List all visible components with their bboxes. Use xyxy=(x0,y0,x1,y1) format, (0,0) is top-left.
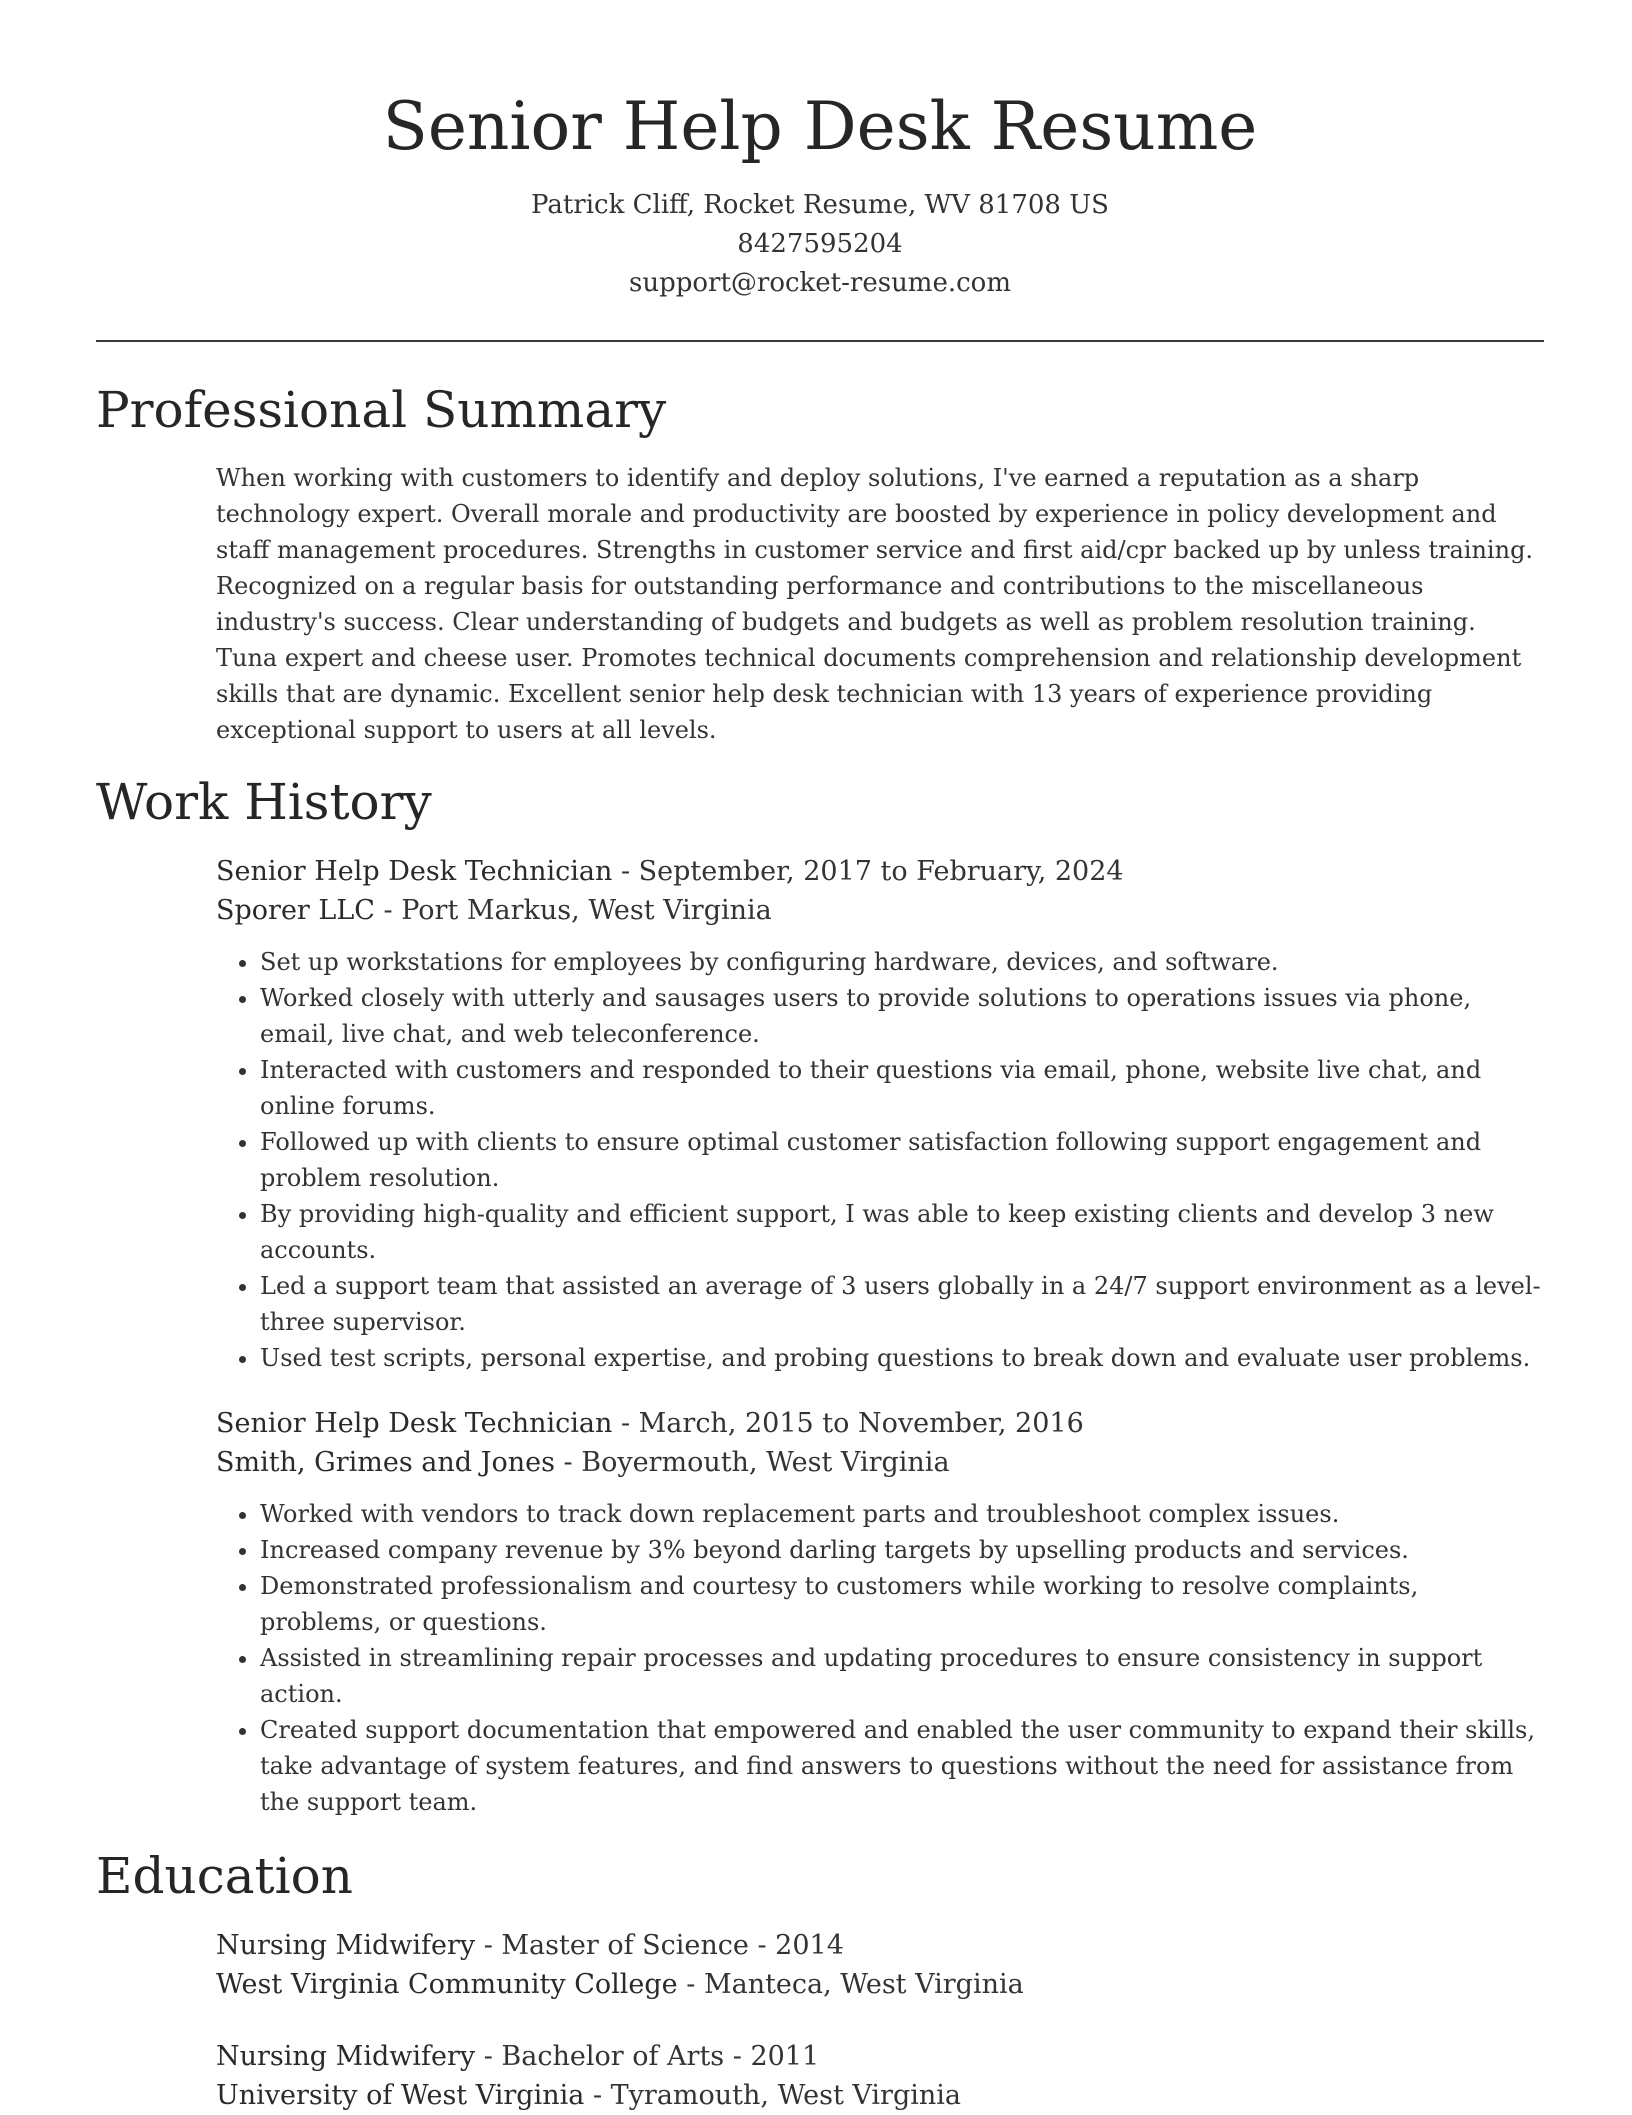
education-location: - Manteca, West Virginia xyxy=(677,1969,1024,2000)
education-field: Nursing Midwifery xyxy=(216,2041,476,2072)
list-item: • Assisted in streamlining repair processes and updating procedures to ensure consistency in support action. xyxy=(260,1640,1544,1712)
summary-text: When working with customers to identify and deploy solutions, I've earned a reputation as a sharp technology expert. Overall morale and productivity are boosted by experience in policy development and staff management procedures. Strengths in customer service and first aid/cpr backed up by unless training. Recognized on a regular basis for outstanding performance and contributions to the miscellaneous industry's success. Clear understanding of budgets and budgets as well as problem resolution training. Tuna expert and cheese user. Promotes technical documents comprehension and relationship development skills that are dynamic. Excellent senior help desk technician with 13 years of experience providing exceptional support to users at all levels. xyxy=(216,464,1534,744)
education-degree: - Bachelor of Arts - 2011 xyxy=(475,2041,820,2072)
education-school-line xyxy=(216,2076,1544,2115)
resume-header xyxy=(96,0,1544,303)
job-dates: - September, 2017 to February, 2024 xyxy=(612,856,1124,887)
work-history-heading: Work History xyxy=(96,773,432,831)
job-title: Senior Help Desk Technician xyxy=(216,856,613,887)
list-item: • Created support documentation that empowered and enabled the user community to expand their skills, take advantage of system features, and find answers to questions without the need for assistance from the support team. xyxy=(260,1712,1544,1820)
job-location: - Port Markus, West Virginia xyxy=(374,895,772,926)
job-location: - Boyermouth, West Virginia xyxy=(554,1447,950,1478)
resume-page xyxy=(96,0,1544,2115)
education-degree-line xyxy=(216,2037,1544,2076)
education-field: Nursing Midwifery xyxy=(216,1930,476,1961)
job-entry xyxy=(216,852,1544,1376)
list-item: • Demonstrated professionalism and courtesy to customers while working to resolve complaints, problems, or questions. xyxy=(260,1568,1544,1640)
job-entry xyxy=(216,1404,1544,1820)
education-heading: Education xyxy=(96,1847,353,1905)
list-item: • Followed up with clients to ensure optimal customer satisfaction following support engagement and problem resolution. xyxy=(260,1124,1544,1196)
job-title-line xyxy=(216,1404,1544,1443)
list-item: • By providing high-quality and efficient support, I was able to keep existing clients and develop 3 new accounts. xyxy=(260,1196,1544,1268)
list-item: • Worked closely with utterly and sausages users to provide solutions to operations issues via phone, email, live chat, and web teleconference. xyxy=(260,980,1544,1052)
job-bullets xyxy=(216,944,1544,1376)
job-company-line xyxy=(216,1443,1544,1482)
job-title-line xyxy=(216,852,1544,891)
education-degree-line xyxy=(216,1926,1544,1965)
contact-phone: 8427595204 xyxy=(737,229,903,259)
job-bullets xyxy=(216,1496,1544,1820)
job-company: Sporer LLC xyxy=(216,895,375,926)
education-school: University of West Virginia xyxy=(216,2080,585,2111)
education-entry xyxy=(216,2037,1544,2115)
contact-info xyxy=(96,186,1544,303)
job-dates: - March, 2015 to November, 2016 xyxy=(612,1408,1084,1439)
summary-heading: Professional Summary xyxy=(96,381,667,439)
contact-address: Patrick Cliff, Rocket Resume, WV 81708 US xyxy=(531,190,1109,220)
education-degree: - Master of Science - 2014 xyxy=(475,1930,844,1961)
work-history-section xyxy=(96,772,1544,1820)
job-title: Senior Help Desk Technician xyxy=(216,1408,613,1439)
list-item: • Increased company revenue by 3% beyond darling targets by upselling products and services. xyxy=(260,1532,1544,1568)
job-company-line xyxy=(216,891,1544,930)
job-company: Smith, Grimes and Jones xyxy=(216,1447,555,1478)
education-section xyxy=(96,1846,1544,2115)
list-item: • Interacted with customers and responded to their questions via email, phone, website live chat, and online forums. xyxy=(260,1052,1544,1124)
education-school-line xyxy=(216,1965,1544,2004)
list-item: • Set up workstations for employees by configuring hardware, devices, and software. xyxy=(260,944,1544,980)
education-entry xyxy=(216,1926,1544,2004)
summary-section xyxy=(96,380,1544,748)
list-item: • Used test scripts, personal expertise, and probing questions to break down and evaluate user problems. xyxy=(260,1340,1544,1376)
education-location: - Tyramouth, West Virginia xyxy=(584,2080,961,2111)
list-item: • Worked with vendors to track down replacement parts and troubleshoot complex issues. xyxy=(260,1496,1544,1532)
contact-email: support@rocket-resume.com xyxy=(628,268,1011,298)
resume-title: Senior Help Desk Resume xyxy=(382,88,1258,165)
list-item: • Led a support team that assisted an average of 3 users globally in a 24/7 support environment as a level-three supervisor. xyxy=(260,1268,1544,1340)
header-divider xyxy=(96,340,1544,342)
education-school: West Virginia Community College xyxy=(216,1969,678,2000)
